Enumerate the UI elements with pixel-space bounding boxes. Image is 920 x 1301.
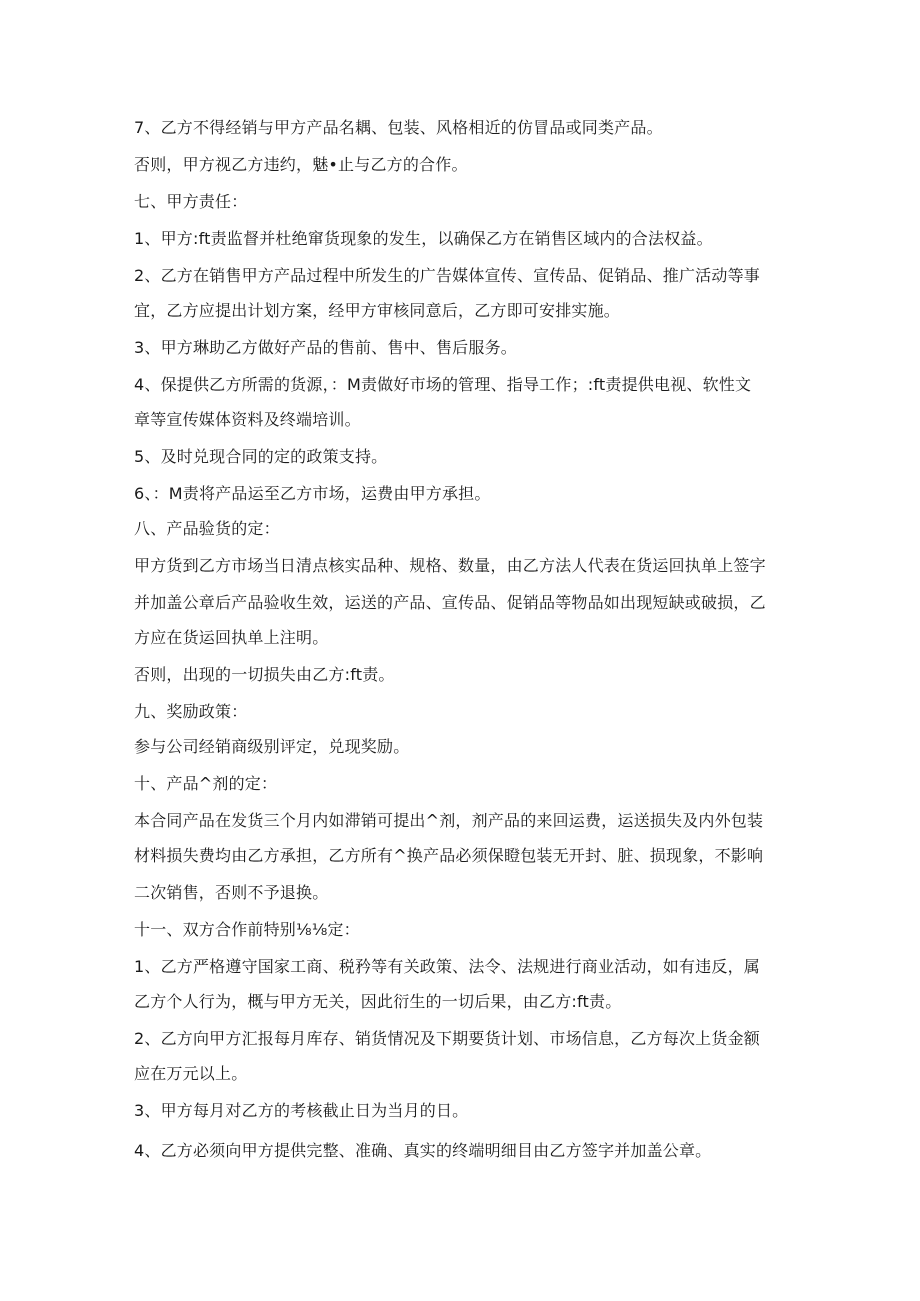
clause-8-line-2: 并加盖公章后产品验收生效，运送的产品、宣传品、促销品等物品如出现短缺或破损，乙 [134, 593, 766, 612]
section-heading-10: 十、产品^剂的定： [134, 774, 278, 793]
clause-7-item-3: 3、甲方琳助乙方做好产品的售前、售中、售后服务。 [134, 338, 517, 357]
section-heading-7: 七、甲方责任： [134, 192, 248, 211]
clause-7-2-line-2: 否则，甲方视乙方违约，魅•止与乙方的合作。 [134, 155, 468, 174]
clause-7-item-2-line-2: 宜，乙方应提出计划方案，经甲方审核同意后，乙方即可安排实施。 [134, 301, 621, 320]
clause-11-item-1-line-2: 乙方个人行为，概与甲方无关，因此衍生的一切后果，由乙方:ft责。 [134, 992, 622, 1011]
clause-10-line-1: 本合同产品在发货三个月内如滞销可提出^剂，剂产品的来回运费，运送损失及内外包装 [134, 811, 764, 830]
clause-7-item-6: 6、：M责将产品运至乙方市场，运费由甲方承担。 [134, 484, 491, 503]
clause-8-line-4: 否则，出现的一切损失由乙方:ft责。 [134, 665, 395, 684]
clause-7-item-1: 1、甲方:ft责监督并杜绝窜货现象的发生，以确保乙方在销售区域内的合法权益。 [134, 229, 713, 248]
clause-8-line-1: 甲方货到乙方市场当日清点核实品种、规格、数量，由乙方法人代表在货运回执单上签字 [134, 556, 766, 575]
clause-7-item-5: 5、及时兑现合同的定的政策支持。 [134, 447, 388, 466]
clause-9-line-1: 参与公司经销商级别评定，兑现奖励。 [134, 737, 410, 756]
clause-7-item-2-line-1: 2、乙方在销售甲方产品过程中所发生的广告媒体宣传、宣传品、促销品、推广活动等事 [134, 266, 760, 285]
clause-10-line-2: 材料损失费均由乙方承担，乙方所有^换产品必须保瞪包装无开封、脏、损现象，不影响 [134, 846, 764, 865]
clause-7-item-4-line-1: 4、保提供乙方所需的货源，：M责做好市场的管理、指导工作；:ft责提供电视、软性文 [134, 375, 752, 394]
clause-8-line-3: 方应在货运回执单上注明。 [134, 628, 329, 647]
clause-11-item-2-line-2: 应在万元以上。 [134, 1064, 248, 1083]
section-heading-8: 八、产品验货的定： [134, 519, 280, 538]
clause-11-item-4: 4、乙方必须向甲方提供完整、准确、真实的终端明细目由乙方签字并加盖公章。 [134, 1141, 712, 1160]
section-heading-11: 十一、双方合作前特别⅛⅛定： [134, 920, 360, 939]
clause-10-line-3: 二次销售，否则不予退换。 [134, 883, 329, 902]
clause-11-item-3: 3、甲方每月对乙方的考核截止日为当月的日。 [134, 1101, 469, 1120]
clause-7-2-line-1: 7、乙方不得经销与甲方产品名耦、包装、风格相近的仿冒品或同类产品。 [134, 118, 663, 137]
clause-11-item-1-line-1: 1、乙方严格遵守国家工商、税矜等有关政策、法令、法规进行商业活动，如有违反，属 [134, 957, 760, 976]
clause-11-item-2-line-1: 2、乙方向甲方汇报每月库存、销货情况及下期要货计划、市场信息，乙方每次上货金额 [134, 1029, 760, 1048]
clause-7-item-4-line-2: 章等宣传媒体资料及终端培训。 [134, 410, 361, 429]
section-heading-9: 九、奖励政策： [134, 702, 248, 721]
